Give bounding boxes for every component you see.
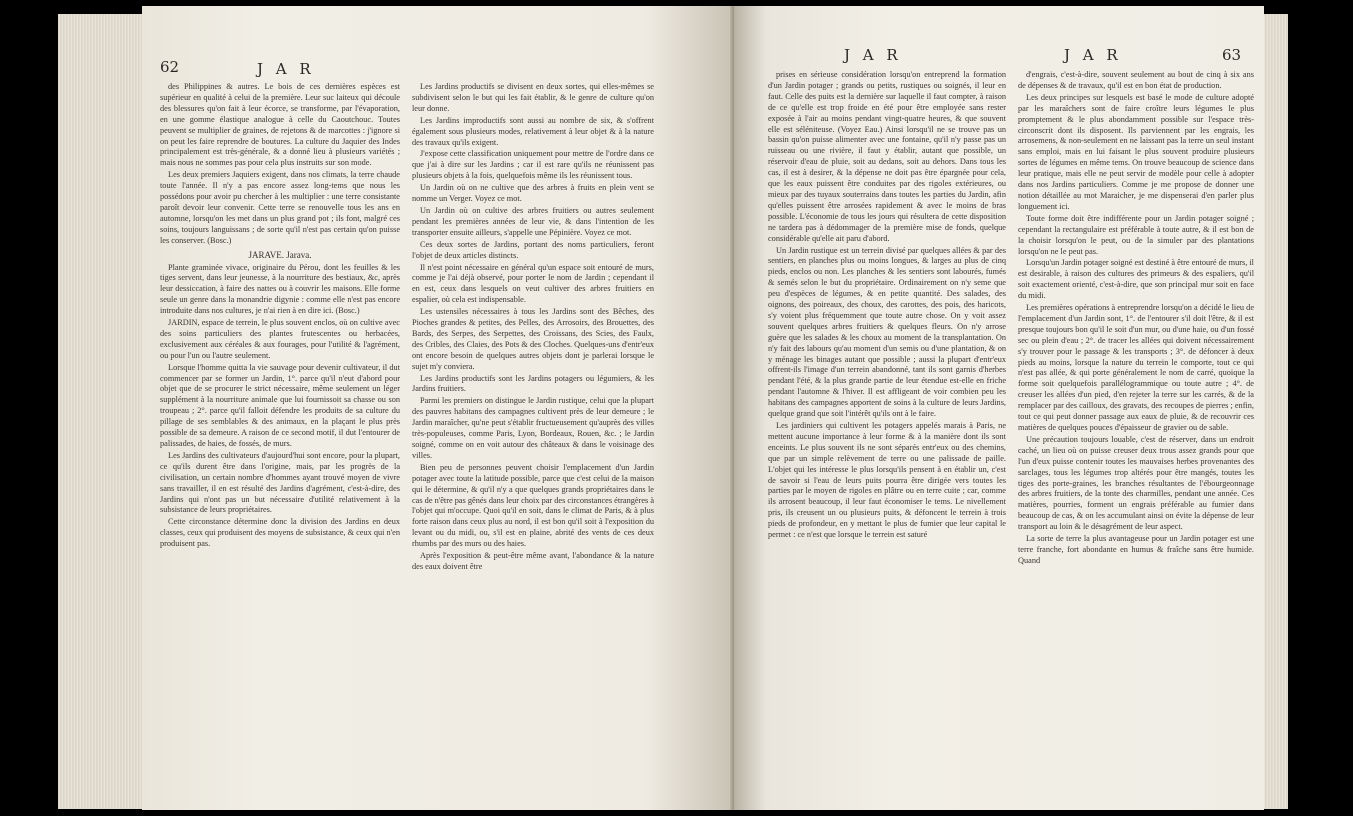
left-column-2 xyxy=(412,82,654,574)
paragraph: Les Jardins improductifs sont aussi au nombre de six, & s'offrent également sous plusieurs modes, relativement à leur objet & à la nature des travaux qu'ils exigent. xyxy=(412,115,654,147)
paragraph: Ces deux sortes de Jardins, portant des noms particuliers, feront l'objet de deux articles distincts. xyxy=(412,239,654,260)
paragraph: Lorsque l'homme quitta la vie sauvage pour devenir cultivateur, il dut commencer par se former un Jardin, 1°. parce qu'il n'eut d'abord pour objet que de se procurer le strict nécessaire, même seulement un léger supplément à la nourriture animale que lui fournissoit sa chasse ou son troupeau ; 2°. parce qu'il falloit défendre les produits de sa culture du pillage de ses semblables & des animaux, en la plaçant le plus près possible de sa demeure. A raison de ce second motif, il dut l'entourer de palissades, de haies, de fossés, de murs. xyxy=(160,362,400,448)
paragraph: Les Jardins productifs sont les Jardins potagers ou légumiers, & les Jardins fruitiers. xyxy=(412,373,654,394)
paragraph: Un Jardin où on cultive des arbres fruitiers ou autres seulement pendant les premières années de leur vie, & dans l'intention de les transporter ensuite ailleurs, s'appelle une Pépinière. Voyez ce mot. xyxy=(412,205,654,237)
running-head-right: J A R xyxy=(1064,46,1122,64)
paragraph: Il n'est point nécessaire en général qu'un espace soit entouré de murs, comme je l'ai déjà observé, pour porter le nom de Jardin ; cependant il en est, ceux dans lesquels on veut cultiver des arbres fruitiers en espalier, où cela est indispensable. xyxy=(412,262,654,305)
paragraph: Les deux principes sur lesquels est basé le mode de culture adopté par les maraîchers sont de faire croître leurs légumes le plus promptement & le plus abondamment possible sur l'espace très-circonscrit dont ils disposent. Ils parviennent par les engrais, les arrosemens, & non-seulement en ne laissant pas la terre un seul instant sans emploi, mais en lui faisant le plus souvent produire plusieurs sortes de légumes en même tems. On trouve beaucoup de science dans leur pratique, mais elle ne peut servir de modèle pour celle à adopter dans nos Jardins particuliers. Comme je me propose de donner une notion détaillée au mot Maraicher, je me dispenserai d'en parler plus longuement ici. xyxy=(1018,92,1254,211)
paragraph: Lorsqu'un Jardin potager soigné est destiné à être entouré de murs, il est desirable, à raison des cultures des primeurs & des espaliers, qu'il soit exactement orienté, c'est-à-dire, que son principal mur soit en face du midi. xyxy=(1018,258,1254,301)
right-page xyxy=(734,6,1264,810)
paragraph: Cette circonstance détermine donc la division des Jardins en deux classes, ceux qui produisent des moyens de subsistance, & ceux qui n'en produisent pas. xyxy=(160,517,400,549)
paragraph: Toute forme doit être indifférente pour un Jardin potager soigné ; cependant la rectangulaire est préférable à toute autre, & il est bon de la choisir lorsqu'on le peut, ou de la simuler par des plantations lorsqu'on ne le peut pas. xyxy=(1018,213,1254,256)
paragraph: Un Jardin où on ne cultive que des arbres à fruits en plein vent se nomme un Verger. Voyez ce mot. xyxy=(412,183,654,204)
running-head-left: J A R xyxy=(844,46,902,64)
paragraph: Plante graminée vivace, originaire du Pérou, dont les feuilles & les tiges servent, dans leur jeunesse, à la nourriture des bestiaux, &c, après leur dessiccation, à faire des nattes ou à couvrir les maisons. Elle forme seule un genre dans la monandrie digynie : comme elle n'est pas encore introduite dans nos cultures, je n'ai rien à en dire ici. (Bosc.) xyxy=(160,262,400,316)
paragraph: Les Jardins productifs se divisent en deux sortes, qui elles-mêmes se subdivisent selon le but qui les fait établir, & le genre de culture qu'on leur donne. xyxy=(412,82,654,113)
open-book xyxy=(58,6,1288,810)
page-number: 62 xyxy=(160,58,180,76)
paragraph: Parmi les premiers on distingue le Jardin rustique, celui que la plupart des pauvres habitans des campagnes cultivent près de leur demeure ; le Jardin maraîcher, qu'ne peut s'établir fructueusement qu'auprès des villes très-populeuses, comme Paris, Lyon, Bordeaux, Rouen, &c. ; le Jardin soigné, comme on en voit autour des châteaux & dans le voisinage des villes. xyxy=(412,396,654,460)
paragraph: La sorte de terre la plus avantageuse pour un Jardin potager est une terre franche, fort abondante en humus & fraîche sans être humide. Quand xyxy=(1018,534,1254,565)
paragraph: Les deux premiers Jaquiers exigent, dans nos climats, la terre chaude toute l'année. Il n'y a pas encore assez long-tems que nous les possédons pour avoir pu chercher à les multiplier : une terre consistante paroît devoir leur convenir. Cette terre se renouvelle tous les ans en automne, lorsqu'on les met dans un plus grand pot ; ils font, malgré ces soins, toujours languissans ; de sorte qu'il n'est pas certain qu'on puisse les conserver. (Bosc.) xyxy=(160,170,400,245)
left-column-1 xyxy=(160,82,400,551)
paragraph: Les Jardins des cultivateurs d'aujourd'hui sont encore, pour la plupart, ce qu'ils durent être dans l'origine, mais, par les progrès de la civilisation, un certain nombre d'hommes ayant trouvé moyen de vivre sans travailler, il en est résulté des Jardins d'agrément, c'est-à-dire, des Jardins qui n'ont pas un but nécessaire d'utilité relativement à la subsistance de leurs propriétaires. xyxy=(160,450,400,515)
running-head: J A R xyxy=(257,60,315,78)
paragraph: prises en sérieuse considération lorsqu'on entreprend la formation d'un Jardin potager ; grands ou petits, rustiques ou soignés, il leur en faut. Celle des puits est la dernière sur laquelle il faut compter, à raison de ce qu'elle est trop froide en été pour être employée sans rester exposée à l'air au moins pendant vingt-quatre heures, & que souvent elle est séléniteuse. (Voyez Eau.) Ainsi lorsqu'il ne se trouve pas un bassin qu'on puisse alimenter avec une fontaine, qu'il n'y passe pas un ruisseau ou une rivière, il faut y établir, autant que possible, un réservoir d'eau de pluie, soit au dedans, soit au dehors. Dans tous les cas, il est à desirer, & la dépense ne doit pas être épargnée pour cela, que les eaux puissent être conduites par des rigoles extérieures, ou mieux par des tuyaux souterrains dans toutes les parties du Jardin, afin qu'elles puissent être arrosées rapidement & avec le moins de bras possible. L'économie de tous les jours qui résultera de cette disposition ne tardera pas à dédommager de la première mise de fonds, quelque considérable qu'elle ait paru d'abord. xyxy=(768,70,1006,243)
left-page xyxy=(142,6,734,810)
right-column-2 xyxy=(1018,70,1254,568)
paragraph: des Philippines & autres. Le bois de ces dernières espèces est supérieur en qualité à celui de la première. Leur suc laiteux qui découle des blessures qu'on fait à leur écorce, se transforme, par l'évaporation, en une gomme élastique analogue à celle du Caoutchouc. Toutes peuvent se multiplier de graines, de rejetons & de marcottes : j'ignore si on peut les faire reprendre de boutures. La culture du Jaquier des Indes principalement est très-générale, & a donné lieu à plusieurs variétés ; mais nous ne sommes pas pour cela plus instruits sur son mode. xyxy=(160,82,400,168)
paragraph: d'engrais, c'est-à-dire, souvent seulement au bout de cinq à six ans de dépenses & de travaux, qu'il est en bon état de production. xyxy=(1018,70,1254,90)
paragraph: Une précaution toujours louable, c'est de réserver, dans un endroit caché, un lieu où on puisse creuser deux trous assez grands pour que l'un d'eux puisse contenir toutes les mauvaises herbes provenantes des sarclages, tous les légumes trop altérés pour être mangés, toutes les tiges des porte-graines, les branches résultantes de l'ébourgeonnage des arbres fruitiers, de la tonte des charmilles, pendant une année. Ces matières, pourries, forment un engrais préférable au fumier dans beaucoup de cas, & on les accumulant ainsi on évite la dépense de leur transport au loin & le désagrément de leur aspect. xyxy=(1018,434,1254,532)
page-number: 63 xyxy=(1222,46,1242,64)
paragraph: JARDIN, espace de terrein, le plus souvent enclos, où on cultive avec des soins particuliers des plantes frutescentes ou herbacées, exclusivement aux céréales & aux fourages, pour l'utilité & l'agrément, ou pour l'un ou l'autre seulement. xyxy=(160,318,400,360)
paragraph: Un Jardin rustique est un terrein divisé par quelques allées & par des sentiers, en planches plus ou moins longues, & larges au plus de cinq pieds, enclos ou non. Les planches & les sentiers sont labourés, fumés & semés selon le but du propriétaire. Ordinairement on n'y seme que peu d'espèces de légumes, & en petite quantité. Des salades, des oignons, des poireaux, des choux, des carottes, des pois, des haricots, s'y voient plus fréquemment que toute autre chose. On y voit assez souvent quelques arbres fruitiers & quelques fleurs. On n'y arrose guère que les salades & les choux au moment de la transplantation. On n'y fait des labours qu'au moment d'un semis ou d'une plantation, & on y ménage les binages autant que possible ; aussi la plupart d'entr'eux offrent-ils l'image d'un terrein abandonné, tant ils sont garnis d'herbes pendant l'été, & la plus grande partie de leur étendue est-elle en friche pendant l'automne & l'hiver. Il est affligeant de voir combien peu les habitans des campagnes apportent de soins à la culture de leurs Jardins, quelque grand que soit l'intérêt qu'ils ont à le faire. xyxy=(768,245,1006,419)
paragraph: Après l'exposition & peut-être même avant, l'abondance & la nature des eaux doivent être xyxy=(412,551,654,571)
entry-title: JARAVE. Jarava. xyxy=(248,249,312,260)
paragraph: Les premières opérations à entreprendre lorsqu'on a décidé le lieu de l'emplacement d'un Jardin sont, 1°. de l'entourer s'il doit l'être, & il est presque toujours bon qu'il le soit d'un mur, ou d'une haie, ou d'un fossé sec ou plein d'eau ; 2°. de tracer les allées qui doivent nécessairement s'y trouver pour le passage & les transports ; 3°. de défoncer à deux pieds au moins, lorsque la nature du terrein le comporte, tout ce qui n'est pas allée, & qui porte généralement le nom de carré, quoique la forme soit quelquefois parallélogrammique ou toute autre ; 4°. de creuser les allées d'un pied, d'en rejeter la terre sur les carrés, & de la remplacer par des cailloux, des gravats, des recoupes de pierres ; enfin, tout ce qui peut donner passage aux eaux de pluie, & de recouvrir ces matières de quelques pouces d'épaisseur de gravier ou de sable. xyxy=(1018,303,1254,432)
paragraph: J'expose cette classification uniquement pour mettre de l'ordre dans ce que j'ai à dire sur les Jardins ; car il est rare qu'ils ne réunissent pas plusieurs objets à la fois, quelquefois même ils les réunissent tous. xyxy=(412,149,654,181)
right-column-1 xyxy=(768,70,1006,542)
paragraph: Bien peu de personnes peuvent choisir l'emplacement d'un Jardin potager avec toute la latitude possible, parce que c'est celui de la maison qui le détermine, & qu'il n'y a que quelques grands propriétaires dans le cas de n'être pas gênés dans leur choix par des circonstances étrangères à l'objet qui m'occupe. Quoi qu'il en soit, dans le climat de Paris, & à plus forte raison dans ceux plus au nord, il est bon qu'il soit à l'exposition du levant ou du midi, ou, s'il est en plaine, abrité des vents de ces deux rhumbs par des murs ou des haies. xyxy=(412,462,654,549)
paragraph: Les jardiniers qui cultivent les potagers appelés marais à Paris, ne mettent aucune importance à leur forme & à la manière dont ils sont enceints. Le plus souvent ils ne sont séparés entr'eux ou des chemins, que par un simple relèvement de terre ou une palissade de paille. L'objet qui les intéresse le plus lorsqu'ils pensent à en établir un, c'est de savoir si l'eau de leurs puits pourra être dirigée vers toutes les parties par le moyen de rigoles en plâtre ou en terre cuite ; car, comme ils arrosent beaucoup, il leur faut économiser le tems. Le nivellement pris, ils creusent un ou plusieurs puits, & défoncent le terrein à trois pieds de profondeur, en y mettant le plus de fumier que leur capital le permet : ce n'est que lorsque le terrein est saturé xyxy=(768,421,1006,540)
paragraph: Les ustensiles nécessaires à tous les Jardins sont des Bêches, des Pioches grandes & petites, des Pelles, des Arrosoirs, des Brouettes, des Bards, des Serpes, des Serpettes, des Croissans, des Scies, des Faulx, des Cribles, des Claies, des Pots & des Cloches. Quelques-uns d'entr'eux ont encore besoin de quelques autres objets dont je parlerai lorsque le sujet m'y conviera. xyxy=(412,307,654,371)
